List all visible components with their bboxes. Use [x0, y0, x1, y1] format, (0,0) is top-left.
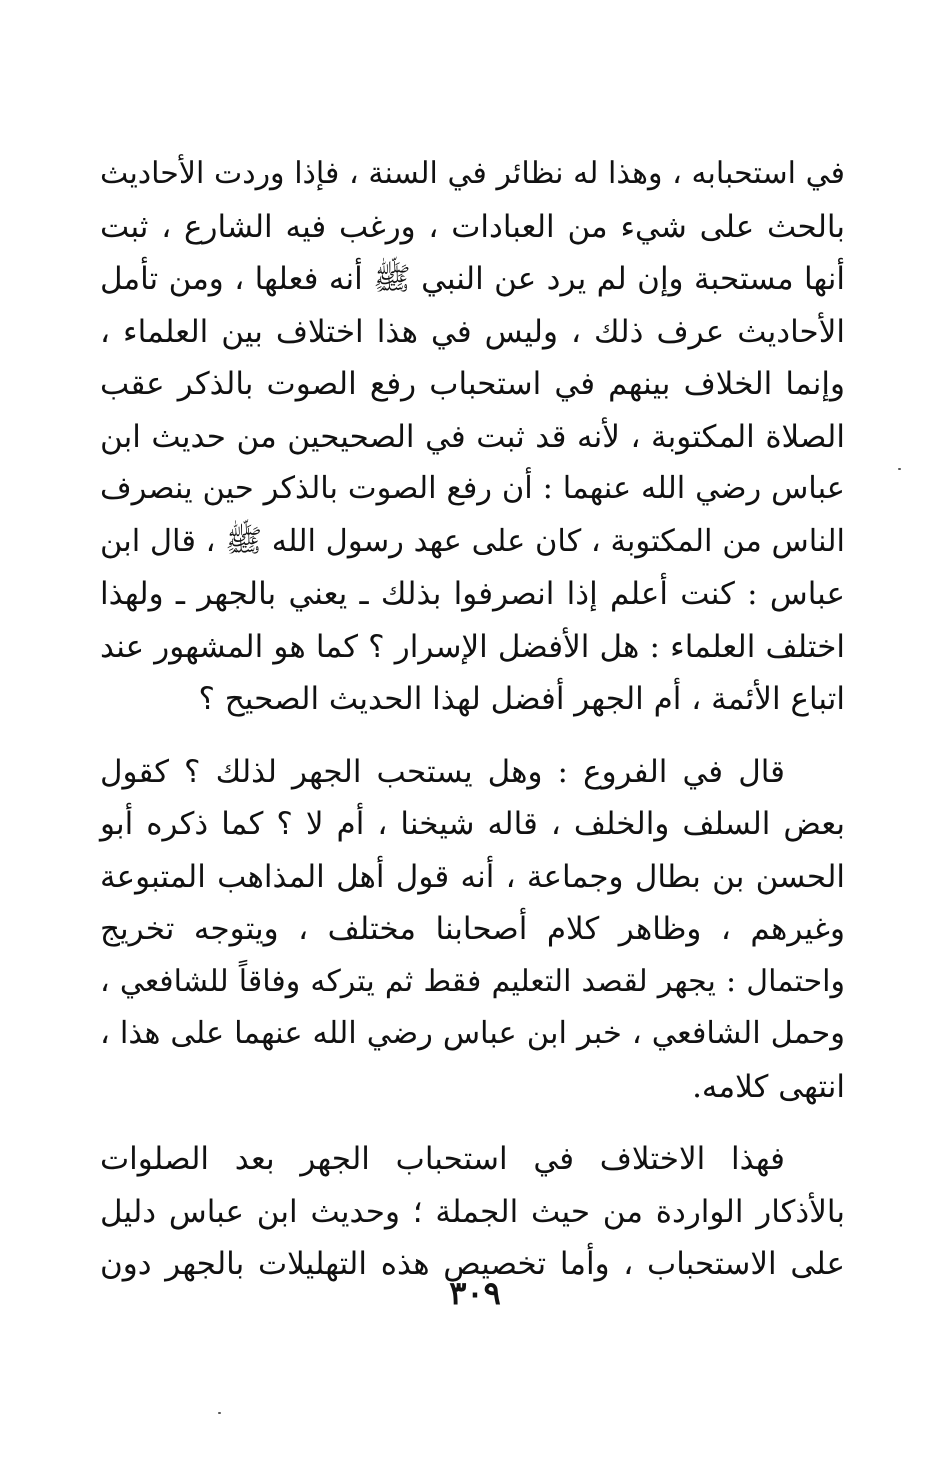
text-line: عباس : كنت أعلم إذا انصرفوا بذلك ـ يعني بالجهر ـ ولهذا — [100, 576, 845, 612]
text-line: الناس من المكتوبة ، كان على عهد رسول الله ﷺ ، قال ابن — [100, 523, 845, 559]
page-number: ٣٠٩ — [449, 1274, 501, 1312]
paragraph-2 — [100, 746, 845, 1114]
scan-speck — [218, 1412, 221, 1414]
text-line: بالحث على شيء من العبادات ، ورغب فيه الشارع ، ثبت — [100, 208, 845, 245]
paragraph-1 — [100, 148, 845, 726]
text-line: الصلاة المكتوبة ، لأنه قد ثبت في الصحيحين من حديث ابن — [100, 418, 845, 455]
text-line: عباس رضي الله عنهما : أن رفع الصوت بالذكر حين ينصرف — [100, 471, 845, 506]
page-body — [100, 148, 845, 1291]
text-line: الأحاديث عرف ذلك ، وليس في هذا اختلاف بين العلماء ، — [100, 313, 845, 350]
text-line: انتهى كلامه. — [692, 1068, 845, 1105]
scan-speck — [898, 468, 901, 470]
text-line: الحسن بن بطال وجماعة ، أنه قول أهل المذاهب المتبوعة — [100, 858, 845, 895]
text-line: اتباع الأئمة ، أم الجهر أفضل لهذا الحديث الصحيح ؟ — [198, 681, 845, 717]
text-line: واحتمال : يجهر لقصد التعليم فقط ثم يتركه وفاقاً للشافعي ، — [100, 963, 845, 999]
text-line: في استحبابه ، وهذا له نظائر في السنة ، فإذا وردت الأحاديث — [100, 156, 845, 191]
text-line: بالأذكار الواردة من حيث الجملة ؛ وحديث ابن عباس دليل — [100, 1193, 845, 1230]
text-line: بعض السلف والخلف ، قاله شيخنا ، أم لا ؟ كما ذكره أبو — [100, 806, 845, 842]
text-line: اختلف العلماء : هل الأفضل الإسرار ؟ كما هو المشهور عند — [100, 628, 845, 665]
text-line: وغيرهم ، وظاهر كلام أصحابنا مختلف ، ويتوجه تخريج — [100, 911, 845, 947]
text-line: وإنما الخلاف بينهم في استحباب رفع الصوت بالذكر عقب — [100, 366, 845, 402]
text-line: على الاستحباب ، وأما تخصيص هذه التهليلات بالجهر دون — [100, 1246, 845, 1282]
text-line: وحمل الشافعي ، خبر ابن عباس رضي الله عنهما على هذا ، — [100, 1016, 845, 1051]
text-line: أنها مستحبة وإن لم يرد عن النبي ﷺ أنه فعلها ، ومن تأمل — [100, 261, 845, 297]
paragraph-3 — [100, 1133, 845, 1291]
text-line: قال في الفروع : وهل يستحب الجهر لذلك ؟ كقول — [100, 753, 785, 790]
text-line: فهذا الاختلاف في استحباب الجهر بعد الصلوات — [100, 1141, 785, 1177]
